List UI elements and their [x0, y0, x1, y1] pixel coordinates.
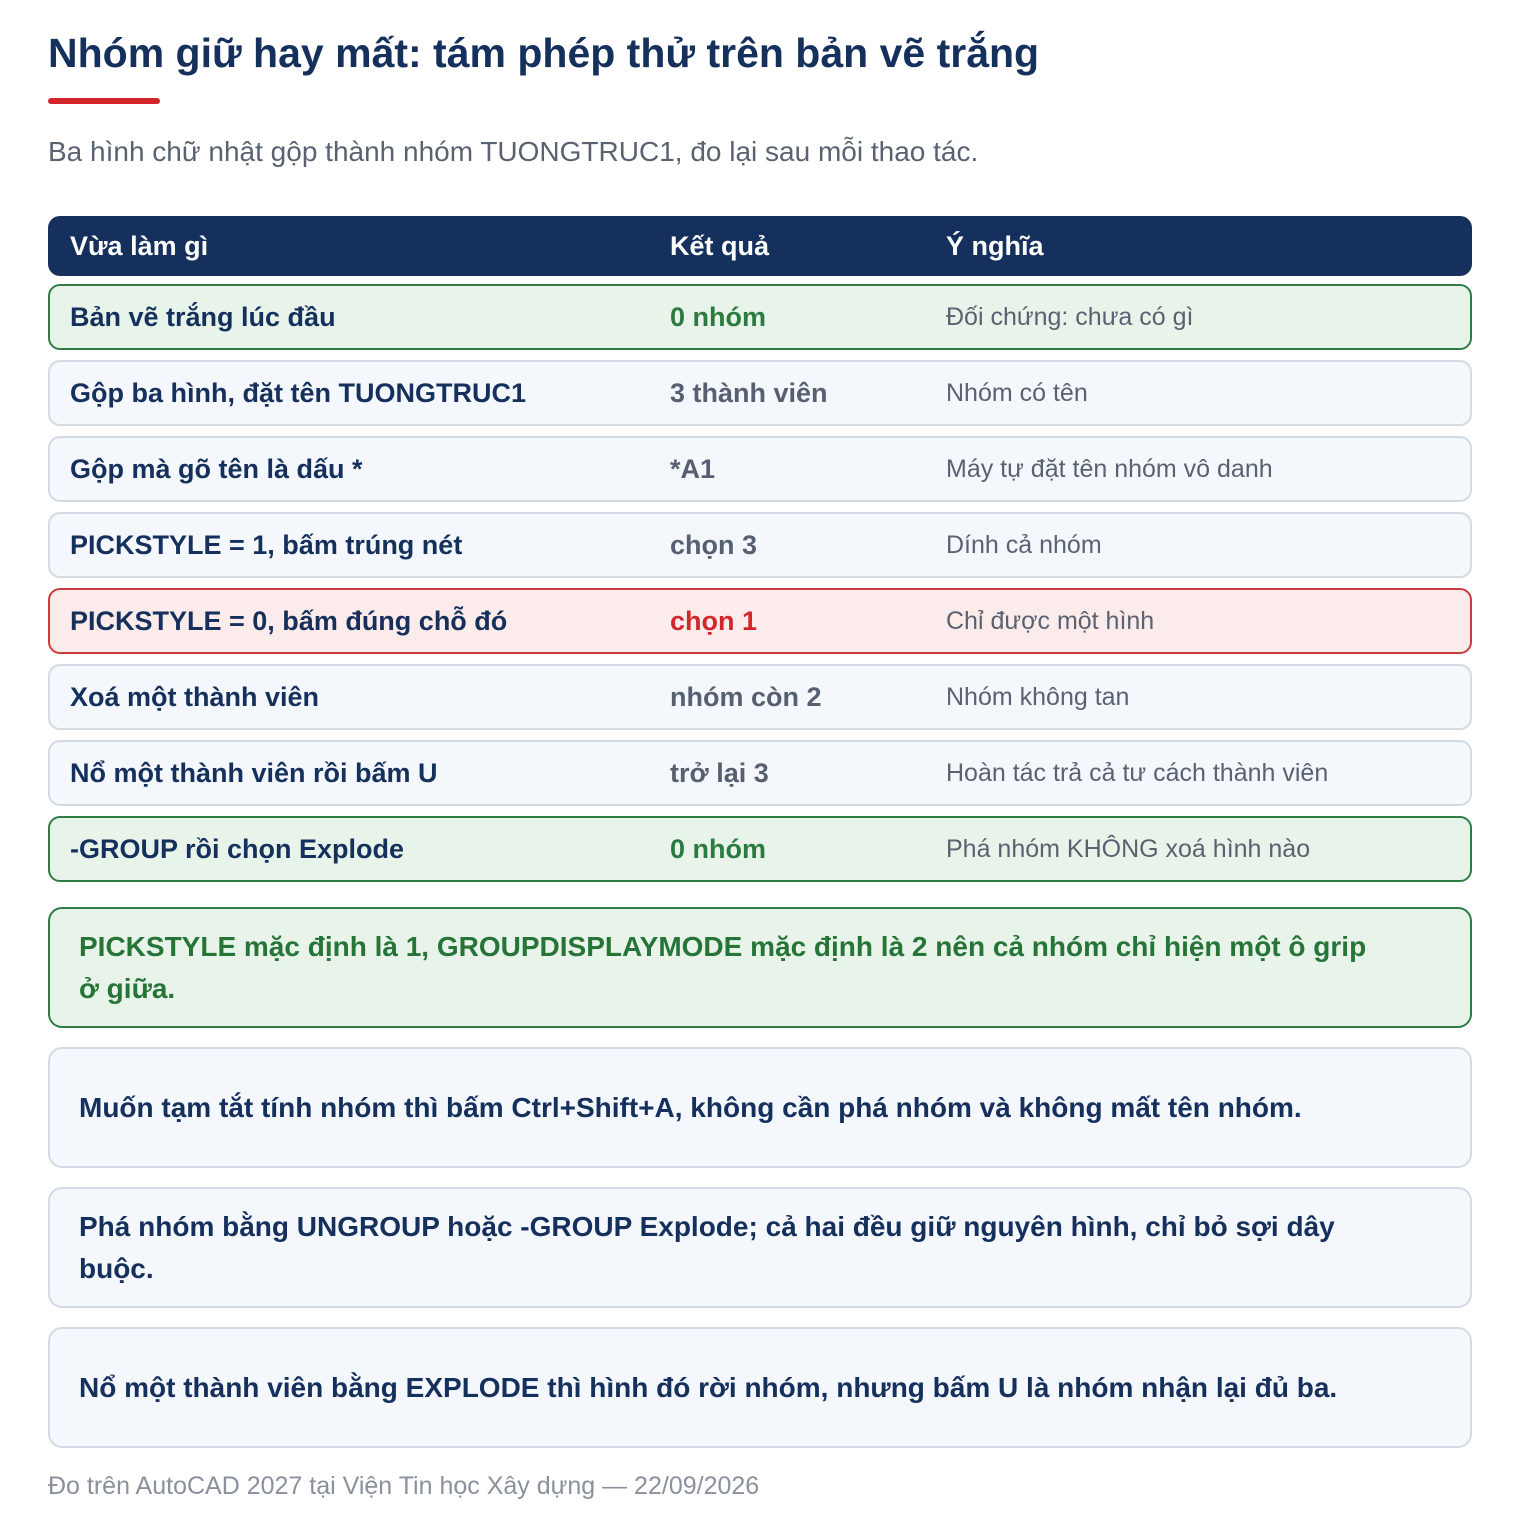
- row-action: PICKSTYLE = 1, bấm trúng nét: [70, 529, 463, 560]
- row-action: Nổ một thành viên rồi bấm U: [70, 757, 438, 788]
- row-result: chọn 3: [670, 529, 758, 560]
- row-result: trở lại 3: [670, 757, 769, 788]
- table-row: [48, 816, 1472, 882]
- footer-source: Đo trên AutoCAD 2027 tại Viện Tin học Xây dựng — 22/09/2026: [48, 1472, 760, 1500]
- row-meaning: Hoàn tác trả cả tư cách thành viên: [946, 758, 1329, 787]
- row-action: Bản vẽ trắng lúc đầu: [70, 301, 336, 332]
- header-result: Kết quả: [670, 230, 770, 261]
- row-result: chọn 1: [670, 605, 758, 636]
- row-result: *A1: [670, 453, 716, 484]
- row-action: PICKSTYLE = 0, bấm đúng chỗ đó: [70, 605, 508, 636]
- note-callout: [48, 1187, 1472, 1308]
- row-meaning: Nhóm không tan: [946, 682, 1130, 711]
- note-text: PICKSTYLE mặc định là 1, GROUPDISPLAYMODE mặc định là 2 nên cả nhóm chỉ hiện một ô grip ở giữa.: [79, 930, 1367, 1004]
- row-result: nhóm còn 2: [670, 681, 822, 712]
- note-callout: [48, 1327, 1472, 1448]
- header-meaning: Ý nghĩa: [946, 230, 1044, 261]
- note-text: Muốn tạm tắt tính nhóm thì bấm Ctrl+Shift+A, không cần phá nhóm và không mất tên nhóm.: [79, 1091, 1302, 1123]
- row-action: -GROUP rồi chọn Explode: [70, 833, 405, 864]
- page-title: Nhóm giữ hay mất: tám phép thử trên bản vẽ trắng: [48, 30, 1040, 76]
- table-row: [48, 664, 1472, 730]
- row-action: Gộp mà gõ tên là dấu *: [70, 453, 363, 484]
- title-accent-bar: [48, 98, 160, 104]
- note-callout: [48, 907, 1472, 1028]
- table-header: [48, 216, 1472, 276]
- row-action: Xoá một thành viên: [70, 681, 320, 712]
- row-meaning: Dính cả nhóm: [946, 530, 1102, 559]
- table-row: [48, 284, 1472, 350]
- row-meaning: Đối chứng: chưa có gì: [946, 302, 1194, 331]
- row-meaning: Máy tự đặt tên nhóm vô danh: [946, 454, 1273, 483]
- row-result: 0 nhóm: [670, 833, 767, 864]
- note-text: Nổ một thành viên bằng EXPLODE thì hình đó rời nhóm, nhưng bấm U là nhóm nhận lại đủ ba.: [79, 1371, 1338, 1403]
- row-meaning: Nhóm có tên: [946, 378, 1088, 407]
- page-subtitle: Ba hình chữ nhật gộp thành nhóm TUONGTRUC1, đo lại sau mỗi thao tác.: [48, 136, 979, 167]
- row-action: Gộp ba hình, đặt tên TUONGTRUC1: [70, 377, 526, 408]
- row-meaning: Phá nhóm KHÔNG xoá hình nào: [946, 834, 1311, 863]
- table-row: [48, 588, 1472, 654]
- row-meaning: Chỉ được một hình: [946, 606, 1155, 635]
- note-text: Phá nhóm bằng UNGROUP hoặc -GROUP Explode; cả hai đều giữ nguyên hình, chỉ bỏ sợi dây buộc.: [79, 1210, 1335, 1284]
- row-result: 0 nhóm: [670, 301, 767, 332]
- table-row: [48, 360, 1472, 426]
- row-result: 3 thành viên: [670, 377, 828, 408]
- header-action: Vừa làm gì: [70, 230, 209, 261]
- note-callout: [48, 1047, 1472, 1168]
- table-row: [48, 512, 1472, 578]
- table-row: [48, 436, 1472, 502]
- table-row: [48, 740, 1472, 806]
